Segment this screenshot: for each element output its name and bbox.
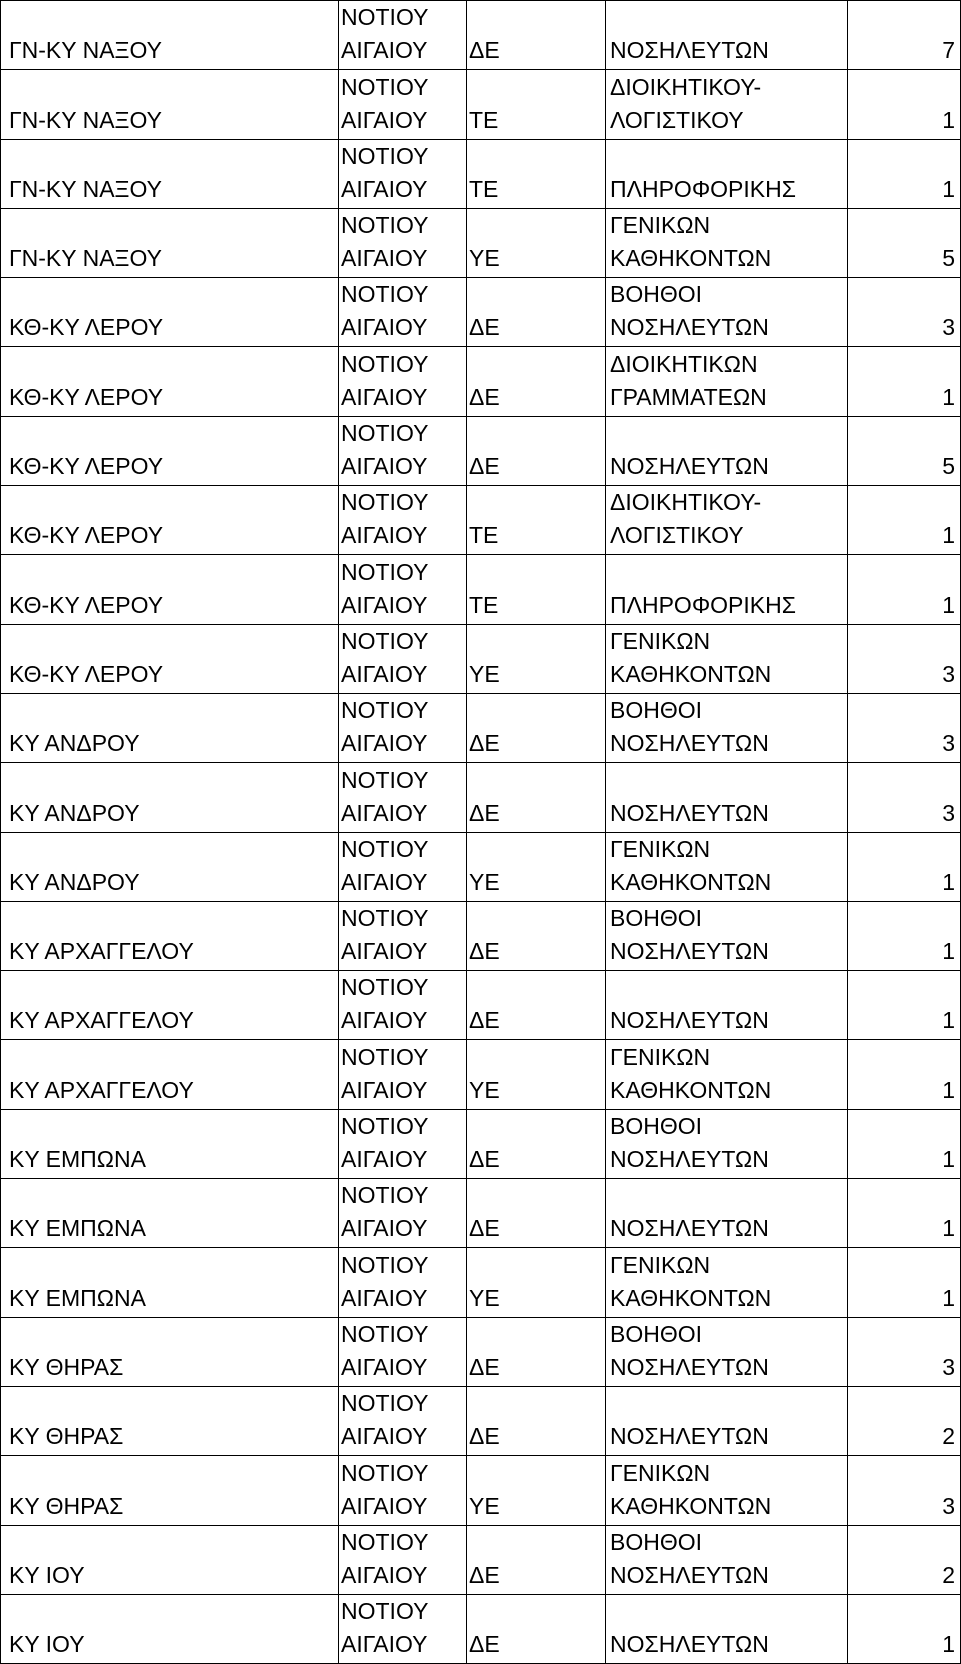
region-line: ΝΟΤΙΟΥ: [341, 1320, 429, 1347]
cell-specialty: [606, 1386, 848, 1455]
region-line: ΝΟΤΙΟΥ: [341, 1598, 429, 1625]
cell-count: 3: [848, 1456, 961, 1525]
cell-count: 1: [848, 347, 961, 416]
cell-category: ΥΕ: [467, 624, 606, 693]
cell-unit: ΚΥ ΘΗΡΑΣ: [1, 1317, 339, 1386]
cell-region: [339, 971, 467, 1040]
cell-category: ΔΕ: [467, 971, 606, 1040]
region-line: ΑΙΓΑΙΟΥ: [341, 1492, 428, 1519]
cell-category: ΤΕ: [467, 555, 606, 624]
region-line: ΝΟΤΙΟΥ: [341, 974, 429, 1001]
cell-specialty: [606, 70, 848, 139]
cell-category: ΥΕ: [467, 1040, 606, 1109]
cell-unit: ΚΥ ΙΟΥ: [1, 1525, 339, 1594]
specialty-line: ΓΕΝΙΚΩΝ: [610, 627, 711, 654]
specialty-line: ΛΟΓΙΣΤΙΚΟΥ: [610, 522, 744, 549]
region-line: ΑΙΓΑΙΟΥ: [341, 1423, 428, 1450]
specialty-line: ΝΟΣΗΛΕΥΤΩΝ: [610, 730, 769, 757]
cell-unit: ΚΥ ΑΝΔΡΟΥ: [1, 693, 339, 762]
cell-category: ΔΕ: [467, 901, 606, 970]
specialty-line: ΚΑΘΗΚΟΝΤΩΝ: [610, 1076, 772, 1103]
table-body: [1, 1, 961, 1664]
cell-unit: ΚΘ-ΚΥ ΛΕΡΟΥ: [1, 555, 339, 624]
region-line: ΑΙΓΑΙΟΥ: [341, 938, 428, 965]
cell-region: [339, 70, 467, 139]
table-row: [1, 832, 961, 901]
region-line: ΝΟΤΙΟΥ: [341, 142, 429, 169]
cell-region: [339, 416, 467, 485]
cell-unit: ΚΥ ΘΗΡΑΣ: [1, 1386, 339, 1455]
table-row: [1, 555, 961, 624]
cell-region: [339, 763, 467, 832]
cell-specialty: [606, 1456, 848, 1525]
cell-category: ΤΕ: [467, 486, 606, 555]
specialty-line: ΚΑΘΗΚΟΝΤΩΝ: [610, 1492, 772, 1519]
cell-unit: ΚΥ ΘΗΡΑΣ: [1, 1456, 339, 1525]
cell-category: ΤΕ: [467, 139, 606, 208]
cell-region: [339, 624, 467, 693]
cell-specialty: [606, 416, 848, 485]
specialty-line: ΠΛΗΡΟΦΟΡΙΚΗΣ: [610, 175, 796, 202]
cell-region: [339, 1, 467, 70]
cell-count: 3: [848, 693, 961, 762]
table-row: [1, 693, 961, 762]
region-line: ΝΟΤΙΟΥ: [341, 1251, 429, 1278]
cell-count: 1: [848, 486, 961, 555]
cell-specialty: [606, 763, 848, 832]
cell-specialty: [606, 1109, 848, 1178]
table-row: [1, 1317, 961, 1386]
cell-unit: ΚΘ-ΚΥ ΛΕΡΟΥ: [1, 278, 339, 347]
cell-count: 5: [848, 416, 961, 485]
cell-count: 1: [848, 1248, 961, 1317]
specialty-line: ΝΟΣΗΛΕΥΤΩΝ: [610, 1423, 769, 1450]
cell-category: ΔΕ: [467, 763, 606, 832]
specialty-line: ΓΕΝΙΚΩΝ: [610, 1251, 711, 1278]
table-row: [1, 1248, 961, 1317]
specialty-line: ΝΟΣΗΛΕΥΤΩΝ: [610, 938, 769, 965]
table-row: [1, 1179, 961, 1248]
table-row: [1, 1040, 961, 1109]
region-line: ΑΙΓΑΙΟΥ: [341, 1561, 428, 1588]
cell-count: 3: [848, 763, 961, 832]
specialty-line: ΓΕΝΙΚΩΝ: [610, 1459, 711, 1486]
specialty-line: ΚΑΘΗΚΟΝΤΩΝ: [610, 868, 772, 895]
cell-specialty: [606, 971, 848, 1040]
cell-region: [339, 1317, 467, 1386]
region-line: ΑΙΓΑΙΟΥ: [341, 522, 428, 549]
region-line: ΝΟΤΙΟΥ: [341, 4, 429, 31]
cell-category: ΔΕ: [467, 1525, 606, 1594]
cell-count: 1: [848, 901, 961, 970]
cell-region: [339, 1525, 467, 1594]
cell-unit: ΚΘ-ΚΥ ΛΕΡΟΥ: [1, 486, 339, 555]
table-row: [1, 208, 961, 277]
specialty-line: ΝΟΣΗΛΕΥΤΩΝ: [610, 37, 769, 64]
cell-region: [339, 901, 467, 970]
cell-count: 1: [848, 70, 961, 139]
cell-region: [339, 347, 467, 416]
table-row: [1, 1525, 961, 1594]
region-line: ΑΙΓΑΙΟΥ: [341, 730, 428, 757]
cell-specialty: [606, 208, 848, 277]
cell-unit: ΓΝ-ΚΥ ΝΑΞΟΥ: [1, 70, 339, 139]
region-line: ΑΙΓΑΙΟΥ: [341, 868, 428, 895]
specialty-line: ΓΕΝΙΚΩΝ: [610, 212, 711, 239]
specialty-line: ΒΟΗΘΟΙ: [610, 1528, 703, 1555]
table-row: [1, 70, 961, 139]
cell-unit: ΚΥ ΕΜΠΩΝΑ: [1, 1179, 339, 1248]
cell-specialty: [606, 693, 848, 762]
specialty-line: ΝΟΣΗΛΕΥΤΩΝ: [610, 1353, 769, 1380]
cell-specialty: [606, 1179, 848, 1248]
specialty-line: ΝΟΣΗΛΕΥΤΩΝ: [610, 1146, 769, 1173]
table-row: [1, 1386, 961, 1455]
table-row: [1, 971, 961, 1040]
region-line: ΑΙΓΑΙΟΥ: [341, 591, 428, 618]
specialty-line: ΝΟΣΗΛΕΥΤΩΝ: [610, 1007, 769, 1034]
cell-specialty: [606, 1, 848, 70]
region-line: ΑΙΓΑΙΟΥ: [341, 1076, 428, 1103]
cell-category: ΔΕ: [467, 1594, 606, 1663]
cell-specialty: [606, 139, 848, 208]
region-line: ΑΙΓΑΙΟΥ: [341, 799, 428, 826]
region-line: ΝΟΤΙΟΥ: [341, 489, 429, 516]
cell-region: [339, 1179, 467, 1248]
cell-count: 2: [848, 1525, 961, 1594]
cell-specialty: [606, 278, 848, 347]
cell-category: ΔΕ: [467, 1179, 606, 1248]
table-row: [1, 486, 961, 555]
cell-category: ΔΕ: [467, 1, 606, 70]
table-row: [1, 139, 961, 208]
specialty-line: ΒΟΗΘΟΙ: [610, 697, 703, 724]
specialty-line: ΚΑΘΗΚΟΝΤΩΝ: [610, 1284, 772, 1311]
region-line: ΝΟΤΙΟΥ: [341, 281, 429, 308]
region-line: ΑΙΓΑΙΟΥ: [341, 1284, 428, 1311]
specialty-line: ΠΛΗΡΟΦΟΡΙΚΗΣ: [610, 591, 796, 618]
region-line: ΝΟΤΙΟΥ: [341, 766, 429, 793]
cell-specialty: [606, 347, 848, 416]
region-line: ΝΟΤΙΟΥ: [341, 1459, 429, 1486]
cell-region: [339, 208, 467, 277]
cell-region: [339, 278, 467, 347]
cell-category: ΔΕ: [467, 1317, 606, 1386]
cell-count: 3: [848, 278, 961, 347]
region-line: ΑΙΓΑΙΟΥ: [341, 660, 428, 687]
cell-unit: ΚΥ ΑΡΧΑΓΓΕΛΟΥ: [1, 1040, 339, 1109]
cell-category: ΔΕ: [467, 278, 606, 347]
table-row: [1, 624, 961, 693]
cell-count: 1: [848, 139, 961, 208]
cell-specialty: [606, 624, 848, 693]
cell-region: [339, 486, 467, 555]
region-line: ΝΟΤΙΟΥ: [341, 697, 429, 724]
cell-count: 1: [848, 1040, 961, 1109]
table-row: [1, 1109, 961, 1178]
region-line: ΑΙΓΑΙΟΥ: [341, 1631, 428, 1658]
cell-category: ΔΕ: [467, 347, 606, 416]
specialty-line: ΒΟΗΘΟΙ: [610, 281, 703, 308]
cell-specialty: [606, 486, 848, 555]
cell-category: ΥΕ: [467, 1456, 606, 1525]
table-row: [1, 1594, 961, 1663]
cell-unit: ΚΥ ΙΟΥ: [1, 1594, 339, 1663]
cell-unit: ΓΝ-ΚΥ ΝΑΞΟΥ: [1, 1, 339, 70]
region-line: ΑΙΓΑΙΟΥ: [341, 106, 428, 133]
region-line: ΝΟΤΙΟΥ: [341, 420, 429, 447]
specialty-line: ΝΟΣΗΛΕΥΤΩΝ: [610, 1215, 769, 1242]
region-line: ΝΟΤΙΟΥ: [341, 1182, 429, 1209]
cell-specialty: [606, 901, 848, 970]
cell-category: ΔΕ: [467, 416, 606, 485]
specialty-line: ΒΟΗΘΟΙ: [610, 905, 703, 932]
region-line: ΝΟΤΙΟΥ: [341, 558, 429, 585]
cell-category: ΔΕ: [467, 693, 606, 762]
cell-count: 1: [848, 1594, 961, 1663]
region-line: ΝΟΤΙΟΥ: [341, 212, 429, 239]
specialty-line: ΔΙΟΙΚΗΤΙΚΟΥ-: [610, 73, 762, 100]
cell-region: [339, 139, 467, 208]
cell-unit: ΚΘ-ΚΥ ΛΕΡΟΥ: [1, 624, 339, 693]
specialty-line: ΓΡΑΜΜΑΤΕΩΝ: [610, 383, 767, 410]
region-line: ΑΙΓΑΙΟΥ: [341, 1353, 428, 1380]
specialty-line: ΝΟΣΗΛΕΥΤΩΝ: [610, 799, 769, 826]
cell-count: 1: [848, 832, 961, 901]
cell-count: 7: [848, 1, 961, 70]
region-line: ΝΟΤΙΟΥ: [341, 1528, 429, 1555]
cell-category: ΥΕ: [467, 832, 606, 901]
cell-specialty: [606, 1317, 848, 1386]
cell-category: ΔΕ: [467, 1109, 606, 1178]
cell-specialty: [606, 555, 848, 624]
cell-unit: ΓΝ-ΚΥ ΝΑΞΟΥ: [1, 139, 339, 208]
specialty-line: ΝΟΣΗΛΕΥΤΩΝ: [610, 314, 769, 341]
cell-unit: ΚΥ ΑΡΧΑΓΓΕΛΟΥ: [1, 971, 339, 1040]
specialty-line: ΝΟΣΗΛΕΥΤΩΝ: [610, 453, 769, 480]
cell-specialty: [606, 1040, 848, 1109]
specialty-line: ΔΙΟΙΚΗΤΙΚΩΝ: [610, 350, 758, 377]
region-line: ΑΙΓΑΙΟΥ: [341, 175, 428, 202]
cell-unit: ΚΘ-ΚΥ ΛΕΡΟΥ: [1, 416, 339, 485]
region-line: ΝΟΤΙΟΥ: [341, 1043, 429, 1070]
table-row: [1, 347, 961, 416]
table-row: [1, 1456, 961, 1525]
region-line: ΑΙΓΑΙΟΥ: [341, 383, 428, 410]
cell-count: 2: [848, 1386, 961, 1455]
cell-specialty: [606, 832, 848, 901]
region-line: ΑΙΓΑΙΟΥ: [341, 1007, 428, 1034]
cell-category: ΥΕ: [467, 1248, 606, 1317]
table-row: [1, 901, 961, 970]
cell-unit: ΚΘ-ΚΥ ΛΕΡΟΥ: [1, 347, 339, 416]
table-row: [1, 1, 961, 70]
cell-region: [339, 832, 467, 901]
cell-unit: ΚΥ ΕΜΠΩΝΑ: [1, 1109, 339, 1178]
cell-unit: ΓΝ-ΚΥ ΝΑΞΟΥ: [1, 208, 339, 277]
cell-count: 5: [848, 208, 961, 277]
cell-unit: ΚΥ ΕΜΠΩΝΑ: [1, 1248, 339, 1317]
cell-unit: ΚΥ ΑΝΔΡΟΥ: [1, 832, 339, 901]
specialty-line: ΓΕΝΙΚΩΝ: [610, 1043, 711, 1070]
specialty-line: ΓΕΝΙΚΩΝ: [610, 835, 711, 862]
region-line: ΝΟΤΙΟΥ: [341, 73, 429, 100]
cell-count: 1: [848, 1109, 961, 1178]
region-line: ΑΙΓΑΙΟΥ: [341, 1215, 428, 1242]
cell-region: [339, 1040, 467, 1109]
specialty-line: ΝΟΣΗΛΕΥΤΩΝ: [610, 1561, 769, 1588]
cell-region: [339, 1594, 467, 1663]
cell-count: 3: [848, 624, 961, 693]
specialty-line: ΚΑΘΗΚΟΝΤΩΝ: [610, 660, 772, 687]
specialty-line: ΚΑΘΗΚΟΝΤΩΝ: [610, 245, 772, 272]
region-line: ΑΙΓΑΙΟΥ: [341, 245, 428, 272]
cell-unit: ΚΥ ΑΡΧΑΓΓΕΛΟΥ: [1, 901, 339, 970]
region-line: ΑΙΓΑΙΟΥ: [341, 1146, 428, 1173]
cell-region: [339, 1248, 467, 1317]
region-line: ΑΙΓΑΙΟΥ: [341, 37, 428, 64]
specialty-line: ΔΙΟΙΚΗΤΙΚΟΥ-: [610, 489, 762, 516]
region-line: ΝΟΤΙΟΥ: [341, 1390, 429, 1417]
specialty-line: ΒΟΗΘΟΙ: [610, 1113, 703, 1140]
cell-category: ΤΕ: [467, 70, 606, 139]
region-line: ΝΟΤΙΟΥ: [341, 905, 429, 932]
cell-specialty: [606, 1594, 848, 1663]
cell-count: 1: [848, 1179, 961, 1248]
specialty-line: ΒΟΗΘΟΙ: [610, 1320, 703, 1347]
cell-count: 1: [848, 971, 961, 1040]
table-row: [1, 278, 961, 347]
cell-category: ΥΕ: [467, 208, 606, 277]
cell-unit: ΚΥ ΑΝΔΡΟΥ: [1, 763, 339, 832]
region-line: ΝΟΤΙΟΥ: [341, 627, 429, 654]
cell-count: 3: [848, 1317, 961, 1386]
cell-region: [339, 693, 467, 762]
region-line: ΝΟΤΙΟΥ: [341, 835, 429, 862]
region-line: ΑΙΓΑΙΟΥ: [341, 314, 428, 341]
cell-specialty: [606, 1248, 848, 1317]
table-row: [1, 416, 961, 485]
cell-count: 1: [848, 555, 961, 624]
specialty-line: ΛΟΓΙΣΤΙΚΟΥ: [610, 106, 744, 133]
cell-category: ΔΕ: [467, 1386, 606, 1455]
table-row: [1, 763, 961, 832]
cell-region: [339, 1386, 467, 1455]
region-line: ΑΙΓΑΙΟΥ: [341, 453, 428, 480]
region-line: ΝΟΤΙΟΥ: [341, 350, 429, 377]
cell-region: [339, 555, 467, 624]
specialty-line: ΝΟΣΗΛΕΥΤΩΝ: [610, 1631, 769, 1658]
cell-specialty: [606, 1525, 848, 1594]
region-line: ΝΟΤΙΟΥ: [341, 1113, 429, 1140]
cell-region: [339, 1109, 467, 1178]
cell-region: [339, 1456, 467, 1525]
